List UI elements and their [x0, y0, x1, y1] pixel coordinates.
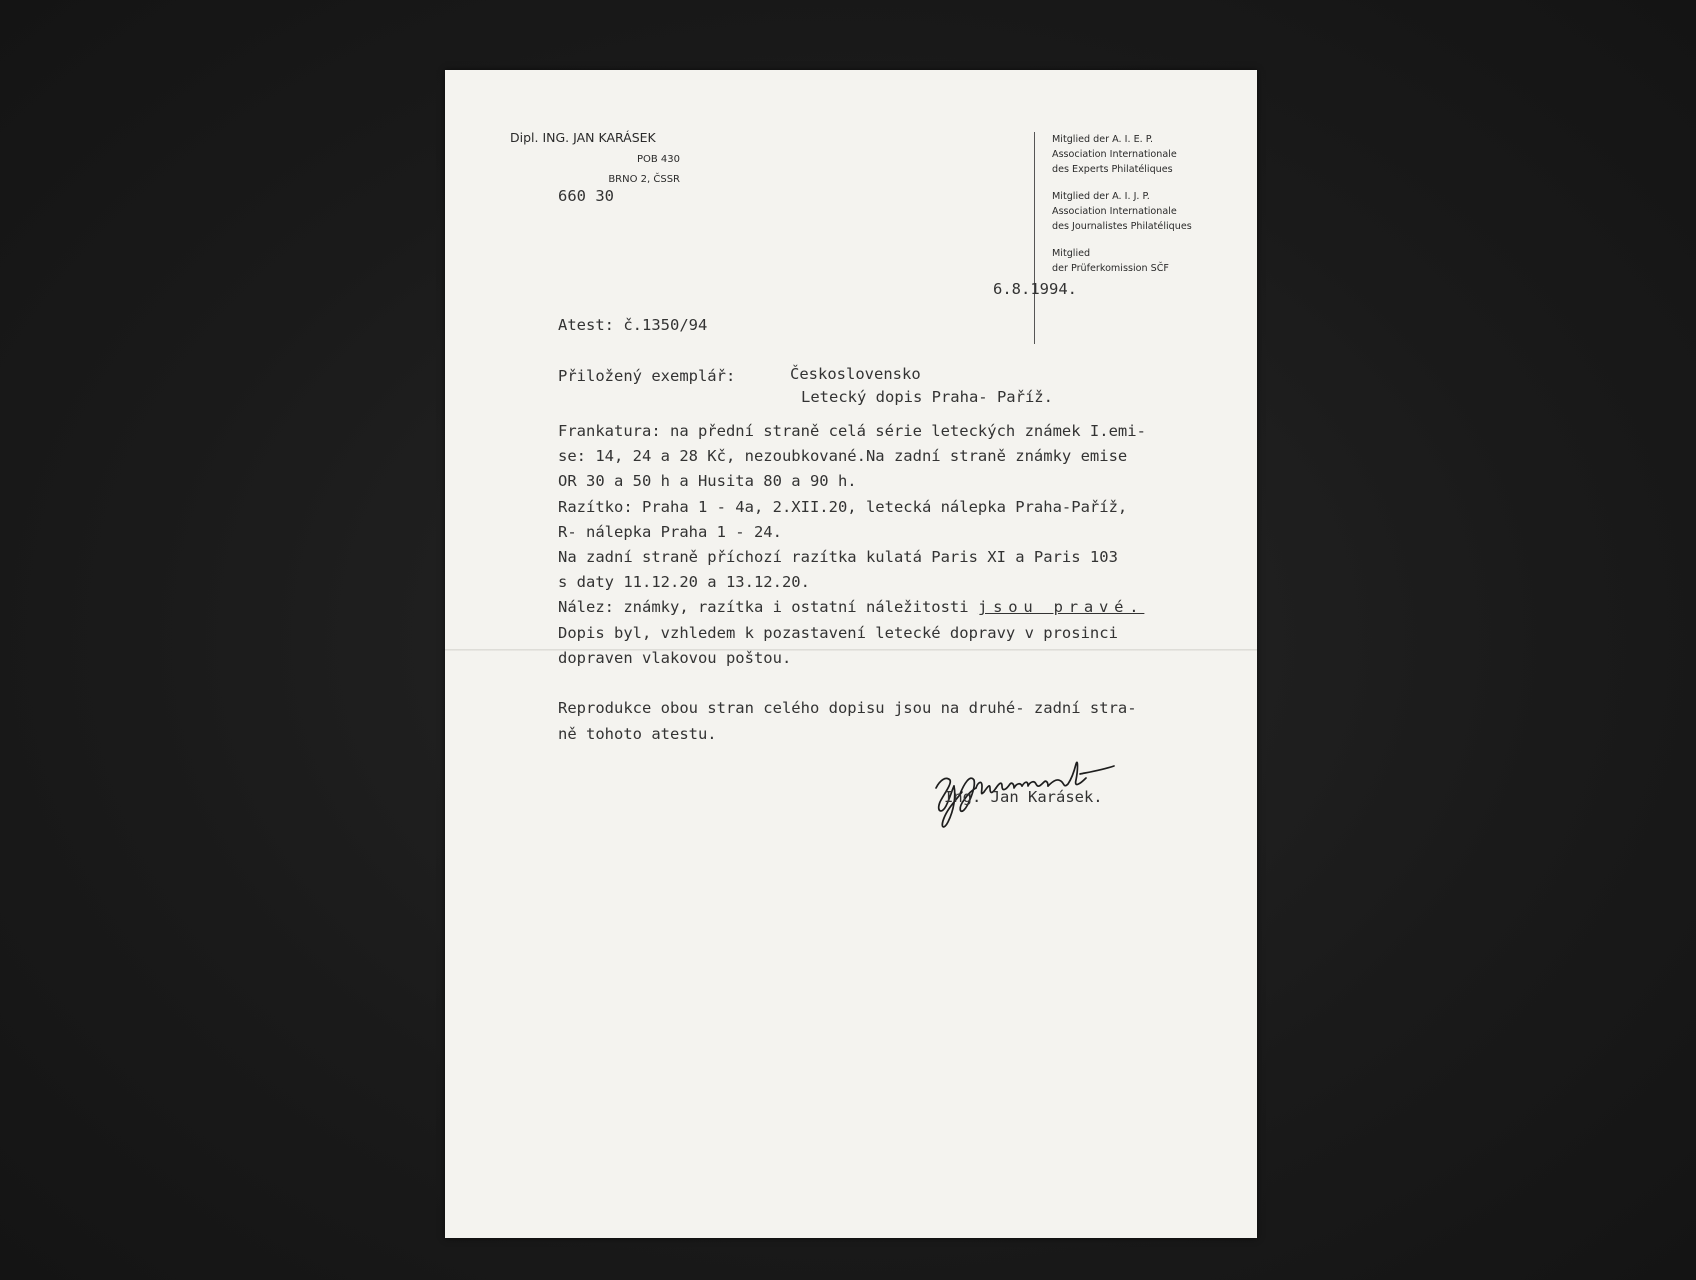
reproduction-note — [558, 695, 1137, 747]
reproduction-line: ně tohoto atestu. — [558, 725, 717, 743]
reproduction-line: Reprodukce obou stran celého dopisu jsou na druhé- zadní stra- — [558, 699, 1137, 717]
membership-aijp — [1052, 189, 1192, 234]
membership-line: der Prüferkomission SČF — [1052, 263, 1169, 274]
letter-date: 6.8.1994. — [993, 280, 1077, 298]
body-line: s daty 11.12.20 a 13.12.20. — [558, 573, 810, 592]
membership-aiep — [1052, 132, 1192, 177]
membership-line: Association Internationale — [1052, 149, 1177, 160]
enclosed-item-label: Přiložený exemplář: — [558, 367, 736, 385]
letterhead-city: BRNO 2, ČSSR — [608, 174, 680, 185]
attestation-number: Atest: č.1350/94 — [558, 316, 708, 334]
body-line: Frankatura: na přední straně celá série leteckých známek I.emi- — [558, 422, 1146, 440]
letterhead-divider — [1034, 132, 1035, 344]
signer-name: Ing. Jan Karásek. — [944, 788, 1103, 806]
body-line: Dopis byl, vzhledem k pozastavení letecké dopravy v prosinci — [558, 623, 1118, 642]
membership-scf — [1052, 246, 1192, 276]
letterhead-name: Dipl. ING. JAN KARÁSEK — [510, 130, 656, 145]
membership-line: Mitglied der A. I. J. P. — [1052, 191, 1150, 202]
finding-verdict: jsou pravé. — [977, 598, 1145, 617]
attestation-body — [558, 419, 1146, 671]
membership-line: Association Internationale — [1052, 206, 1177, 217]
attestation-letter — [445, 70, 1257, 1238]
letterhead-pob: POB 430 — [636, 154, 680, 165]
enclosed-item-description: Letecký dopis Praha- Paříž. — [801, 388, 1053, 406]
membership-line: des Journalistes Philatéliques — [1052, 221, 1192, 232]
body-line: Razítko: Praha 1 - 4a, 2.XII.20, letecká nálepka Praha-Paříž, — [558, 497, 1128, 516]
membership-line: Mitglied der A. I. E. P. — [1052, 134, 1154, 145]
body-line: se: 14, 24 a 28 Kč, nezoubkované.Na zadní straně známky emise — [558, 447, 1128, 466]
memberships — [1052, 132, 1192, 288]
enclosed-item-country: Československo — [790, 365, 921, 383]
finding-text: Nález: známky, razítka i ostatní náležitosti — [558, 598, 978, 617]
membership-line: Mitglied — [1052, 248, 1091, 259]
finding-line — [558, 595, 1146, 620]
membership-line: des Experts Philatéliques — [1052, 164, 1173, 175]
body-line: Na zadní straně příchozí razítka kulatá Paris XI a Paris 103 — [558, 548, 1118, 567]
body-line: R- nálepka Praha 1 - 24. — [558, 522, 782, 541]
postcode: 660 30 — [558, 187, 614, 205]
body-line: dopraven vlakovou poštou. — [558, 648, 792, 667]
body-line: OR 30 a 50 h a Husita 80 a 90 h. — [558, 472, 857, 491]
